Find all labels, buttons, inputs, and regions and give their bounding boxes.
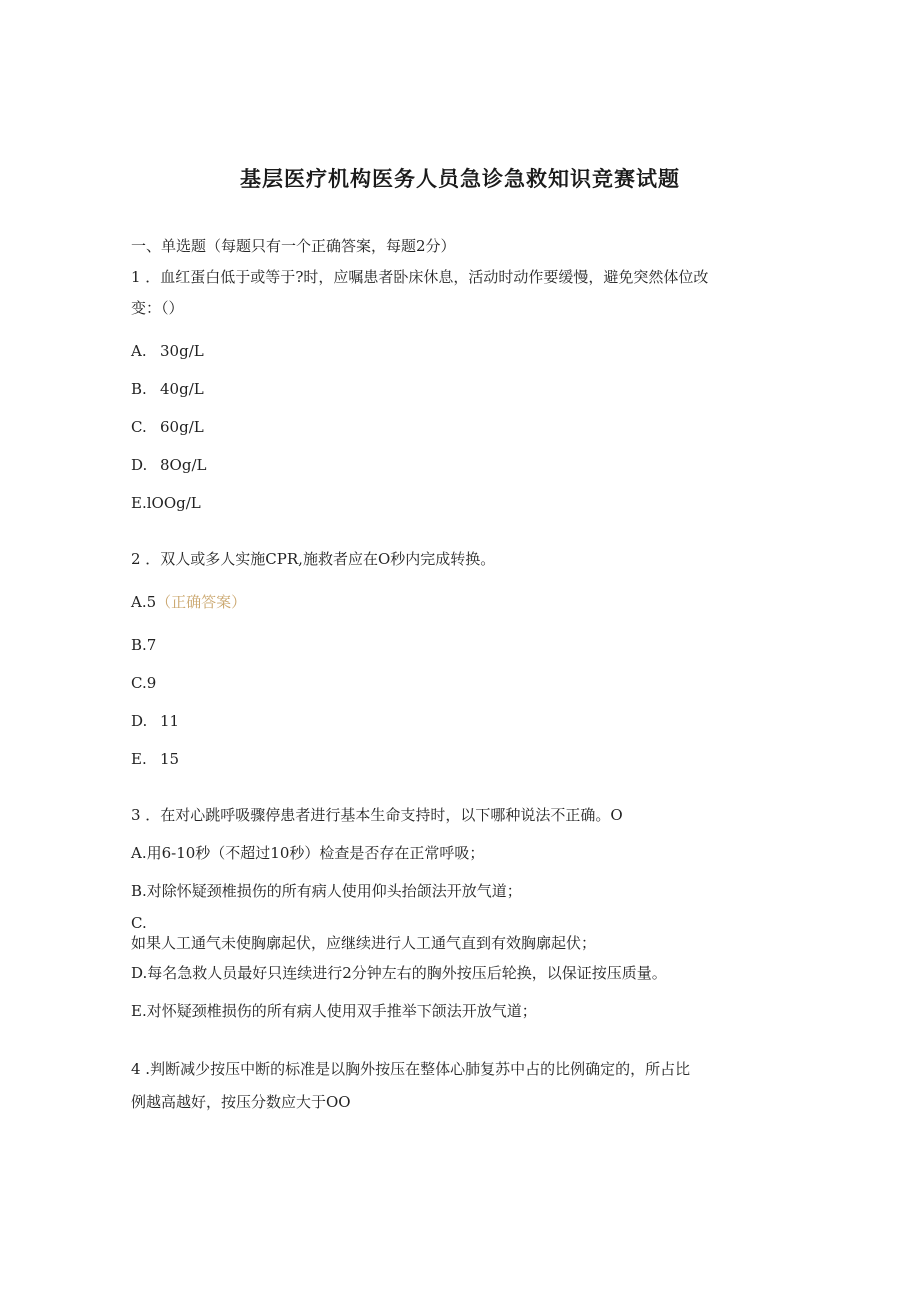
option-text: 60g/L — [160, 418, 204, 436]
option-text: C.9 — [131, 674, 157, 692]
question-3-option-d: D.每名急救人员最好只连续进行2分钟左右的胸外按压后轮换，以保证按压质量。 — [131, 964, 667, 982]
question-3-option-c-text: 如果人工通气未使胸廓起伏，应继续进行人工通气直到有效胸廓起伏； — [131, 934, 597, 952]
option-text: 40g/L — [160, 380, 204, 398]
question-4-text: 4 .判断减少按压中断的标准是以胸外按压在整体心肺复苏中占的比例确定的，所占比 — [131, 1060, 691, 1078]
option-letter: E. — [131, 750, 147, 768]
question-2-option-e — [131, 748, 179, 770]
option-text: 15 — [160, 750, 180, 768]
option-letter: A. — [131, 342, 147, 360]
option-text: 30g/L — [160, 342, 204, 360]
page-title: 基层医疗机构医务人员急诊急救知识竞赛试题 — [240, 167, 680, 191]
question-3-text: 3 ．在对心跳呼吸骤停患者进行基本生命支持时，以下哪种说法不正确。O — [131, 806, 623, 824]
question-1-option-a — [131, 340, 204, 362]
option-text: 8Og/L — [160, 456, 207, 474]
option-text: A.5 — [131, 593, 157, 611]
question-1-text-cont: 变：（） — [131, 299, 184, 317]
question-1-option-b — [131, 378, 204, 400]
option-letter: C. — [131, 418, 147, 436]
question-3-option-e: E.对怀疑颈椎损伤的所有病人使用双手推举下颌法开放气道； — [131, 1002, 537, 1020]
question-2-text: 2 ．双人或多人实施CPR,施救者应在O秒内完成转换。 — [131, 550, 496, 568]
question-2-option-b — [131, 634, 156, 656]
option-letter: D. — [131, 712, 148, 730]
question-2-option-a — [131, 591, 246, 613]
correct-answer-mark: （正确答案） — [156, 593, 247, 611]
question-2-option-d — [131, 710, 179, 732]
question-4-text-cont: 例越高越好，按压分数应大于OO — [131, 1093, 351, 1111]
question-3-option-c-label: C. — [131, 914, 147, 932]
question-2-option-c — [131, 672, 156, 694]
question-1-option-e — [131, 492, 201, 514]
section-heading: 一、单选题（每题只有一个正确答案，每题2分） — [131, 237, 456, 255]
question-1-text: 1 ．血红蛋白低于或等于?时，应嘱患者卧床休息，活动时动作要缓慢，避免突然体位改 — [131, 268, 709, 286]
question-1-option-c — [131, 416, 204, 438]
option-text: E.lOOg/L — [131, 494, 201, 512]
question-3-option-a: A.用6-10秒（不超过10秒）检查是否存在正常呼吸； — [131, 844, 485, 862]
question-1-option-d — [131, 454, 206, 476]
question-3-option-b: B.对除怀疑颈椎损伤的所有病人使用仰头抬颌法开放气道； — [131, 882, 522, 900]
option-letter: B. — [131, 380, 147, 398]
option-letter: D. — [131, 456, 148, 474]
option-text: B.7 — [131, 636, 157, 654]
option-text: 11 — [160, 712, 180, 730]
